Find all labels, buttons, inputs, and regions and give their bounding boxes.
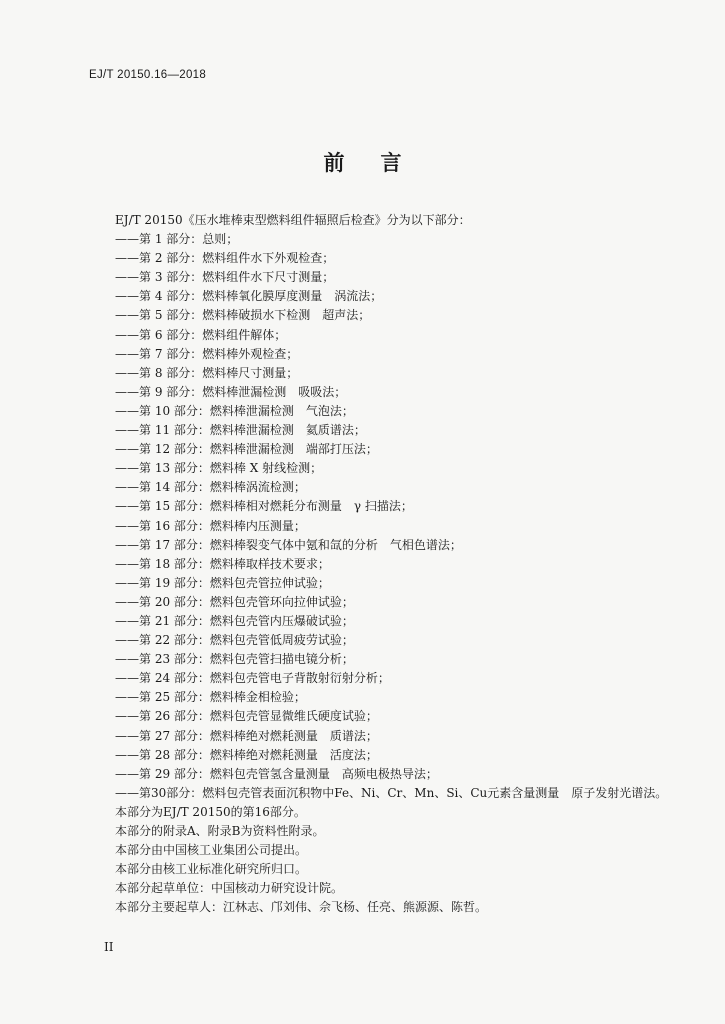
part-list-item: ——第 7 部分：燃料棒外观检查；: [115, 346, 299, 361]
closing-line: 本部分为EJ/T 20150的第16部分。: [115, 804, 306, 819]
page-number: II: [104, 940, 114, 954]
part-list-item: ——第30部分：燃料包壳管表面沉积物中Fe、Ni、Cr、Mn、Si、Cu元素含量测量 原子发射光谱法。: [115, 785, 668, 800]
part-list-item: ——第 2 部分：燃料组件水下外观检查；: [115, 251, 335, 266]
closing-line: 本部分主要起草人：江林志、邝刘伟、佘飞杨、任亮、熊源源、陈哲。: [115, 900, 488, 915]
closing-line: 本部分的附录A、附录B为资料性附录。: [115, 824, 325, 838]
part-list-item: ——第 26 部分：燃料包壳管显微维氏硬度试验；: [115, 709, 378, 724]
part-list-item: ——第 12 部分：燃料棒泄漏检测 端部打压法；: [115, 442, 378, 457]
part-list-item: ——第 25 部分：燃料棒金相检验；: [115, 690, 306, 705]
parts-list: [115, 230, 705, 803]
part-list-item: ——第 10 部分：燃料棒泄漏检测 气泡法；: [115, 403, 354, 418]
body-text: [115, 211, 705, 917]
part-list-item: ——第 3 部分：燃料组件水下尺寸测量；: [115, 270, 335, 285]
closing-line: 本部分由核工业标准化研究所归口。: [115, 862, 308, 877]
part-list-item: ——第 16 部分：燃料棒内压测量；: [115, 518, 306, 533]
part-list-item: ——第 11 部分：燃料棒泄漏检测 氦质谱法；: [115, 423, 366, 438]
part-list-item: ——第 23 部分：燃料包壳管扫描电镜分析；: [115, 652, 354, 667]
part-list-item: ——第 14 部分：燃料棒涡流检测；: [115, 480, 306, 495]
part-list-item: ——第 9 部分：燃料棒泄漏检测 吸吸法；: [115, 384, 347, 399]
part-list-item: ——第 8 部分：燃料棒尺寸测量；: [115, 365, 299, 380]
part-list-item: ——第 13 部分：燃料棒 X 射线检测；: [115, 461, 323, 476]
document-code: EJ/T 20150.16—2018: [89, 69, 207, 81]
part-list-item: ——第 29 部分：燃料包壳管氢含量测量 高频电极热导法；: [115, 766, 438, 781]
part-list-item: ——第 28 部分：燃料棒绝对燃耗测量 活度法；: [115, 747, 378, 762]
page-title: 前言: [323, 151, 438, 175]
part-list-item: ——第 17 部分：燃料棒裂变气体中氪和氙的分析 气相色谱法；: [115, 537, 462, 552]
part-list-item: ——第 24 部分：燃料包壳管电子背散射衍射分析；: [115, 671, 390, 686]
part-list-item: ——第 18 部分：燃料棒取样技术要求；: [115, 556, 330, 571]
closing-paragraphs: [115, 803, 705, 918]
part-list-item: ——第 21 部分：燃料包壳管内压爆破试验；: [115, 613, 354, 628]
closing-line: 本部分起草单位：中国核动力研究设计院。: [115, 881, 344, 896]
part-list-item: ——第 27 部分：燃料棒绝对燃耗测量 质谱法；: [115, 728, 378, 743]
closing-line: 本部分由中国核工业集团公司提出。: [115, 843, 308, 858]
part-list-item: ——第 15 部分：燃料棒相对燃耗分布测量 γ 扫描法；: [115, 499, 413, 514]
part-list-item: ——第 4 部分：燃料棒氧化膜厚度测量 涡流法；: [115, 289, 383, 304]
part-list-item: ——第 5 部分：燃料棒破损水下检测 超声法；: [115, 308, 371, 323]
intro-paragraph: EJ/T 20150《压水堆棒束型燃料组件辐照后检查》分为以下部分：: [115, 213, 471, 227]
part-list-item: ——第 1 部分：总则；: [115, 232, 239, 247]
part-list-item: ——第 20 部分：燃料包壳管环向拉伸试验；: [115, 594, 354, 609]
part-list-item: ——第 22 部分：燃料包壳管低周疲劳试验；: [115, 633, 354, 648]
part-list-item: ——第 19 部分：燃料包壳管拉伸试验；: [115, 575, 330, 590]
part-list-item: ——第 6 部分：燃料组件解体；: [115, 327, 287, 342]
